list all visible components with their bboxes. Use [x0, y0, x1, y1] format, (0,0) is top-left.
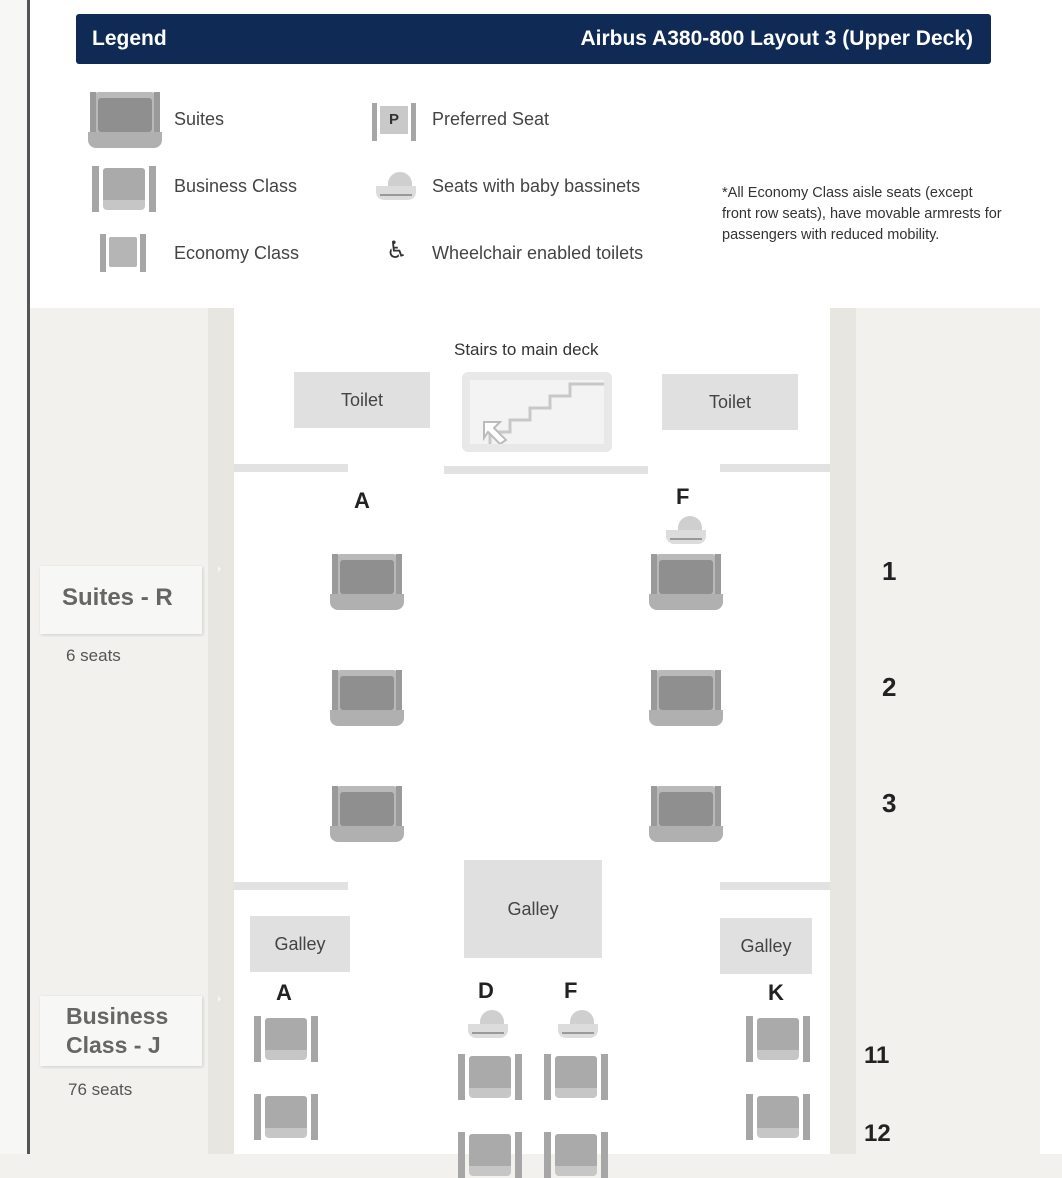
business-seat-icon [92, 166, 156, 212]
bassinet-icon [666, 516, 706, 546]
legend-business-label: Business Class [174, 176, 298, 196]
column-label-d: D [478, 978, 494, 1003]
legend-suites-label: Suites [174, 109, 225, 129]
partition [234, 464, 348, 472]
row-number-12: 12 [864, 1120, 891, 1147]
toilet-right: Toilet [662, 374, 798, 430]
row-number-1: 1 [882, 556, 897, 586]
left-border [0, 0, 30, 1154]
partition [234, 882, 348, 890]
legend-bassinets-label: Seats with baby bassinets [432, 176, 641, 196]
column-label-a: A [354, 488, 370, 513]
suite-seat-3f[interactable] [649, 786, 723, 842]
right-border [1040, 0, 1062, 1154]
legend-economy-label: Economy Class [174, 243, 300, 263]
suites-seat-count: 6 seats [66, 646, 121, 665]
bassinet-icon [468, 1010, 508, 1040]
suites-section-label: Suites - R [62, 584, 173, 611]
business-section-label [66, 1002, 168, 1060]
partition [720, 882, 830, 890]
business-seat-12k[interactable] [746, 1094, 810, 1140]
business-label-line2: Class - J [66, 1032, 161, 1058]
column-label-k: K [768, 980, 784, 1005]
economy-aisle-note: *All Economy Class aisle seats (except front row seats), have movable armrests for passengers with reduced mobility. [722, 185, 1002, 243]
row-number-3: 3 [882, 788, 897, 818]
suite-seat-icon [88, 92, 162, 148]
business-seat-12a[interactable] [254, 1094, 318, 1140]
suite-seat-3a[interactable] [330, 786, 404, 842]
business-seat-12d[interactable] [458, 1132, 522, 1178]
column-label-a: A [276, 980, 292, 1005]
suite-seat-1f[interactable] [649, 554, 723, 610]
legend-wheelchair-label: Wheelchair enabled toilets [432, 243, 644, 263]
toilet-left: Toilet [294, 372, 430, 428]
business-seat-11a[interactable] [254, 1016, 318, 1062]
stairs-to-main-deck [462, 372, 612, 452]
economy-seat-icon [100, 234, 146, 272]
legend-preferred-label: Preferred Seat [432, 109, 550, 129]
partition [720, 464, 830, 472]
column-label-f: F [564, 978, 578, 1003]
right-wall [830, 308, 856, 1154]
suite-seat-1a[interactable] [330, 554, 404, 610]
left-wall [208, 308, 234, 1154]
business-seat-count: 76 seats [68, 1080, 133, 1099]
bassinet-icon [376, 172, 416, 202]
legend-title: Legend [92, 27, 167, 50]
stairs-label: Stairs to main deck [454, 340, 599, 359]
galley-center: Galley [464, 860, 602, 958]
wheelchair-icon: ♿ [386, 237, 408, 264]
row-number-11: 11 [864, 1042, 890, 1069]
business-seat-12f[interactable] [544, 1132, 608, 1178]
business-label-line1: Business [66, 1003, 169, 1029]
row-number-2: 2 [882, 672, 897, 702]
suite-seat-2f[interactable] [649, 670, 723, 726]
business-seat-11d[interactable] [458, 1054, 522, 1100]
suite-seat-2a[interactable] [330, 670, 404, 726]
bassinet-icon [558, 1010, 598, 1040]
preferred-glyph: P [380, 106, 408, 134]
aircraft-title: Airbus A380-800 Layout 3 (Upper Deck) [580, 27, 973, 50]
business-seat-11k[interactable] [746, 1016, 810, 1062]
legend-header [76, 14, 991, 64]
galley-right: Galley [720, 918, 812, 974]
column-label-f: F [676, 484, 690, 509]
preferred-seat-icon [372, 103, 416, 141]
partition [444, 466, 648, 474]
business-seat-11f[interactable] [544, 1054, 608, 1100]
galley-left: Galley [250, 916, 350, 972]
